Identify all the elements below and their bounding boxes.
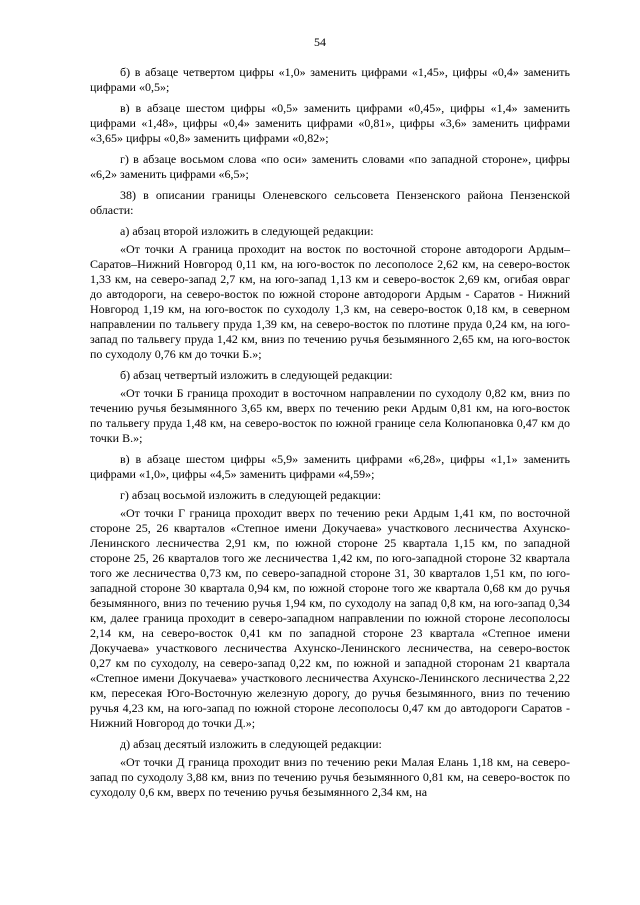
paragraph: «От точки Г граница проходит вверх по течению реки Ардым 1,41 км, по восточной стороне 25, 26 кварталов «Степное имени Докучаева» участкового лесничества Ахунско-Ленинского лесничества 2,91 км, по южной стороне 25 квартала 1,15 км, по западной стороне 25, 26 кварталов того же лесничества 1,42 км, по юго-западной стороне 32 квартала того же лесничества 0,73 км, по северо-западной стороне 31, 30 кварталов 1,51 км, по юго-западной стороне 30 квартала 0,94 км, по южной стороне того же квартала 0,68 км до ручья безымянного, вниз по течению ручья 1,94 км, по суходолу на запад 0,8 км, на юго-запад 0,34 км, далее граница проходит в северо-западном направлении по южной стороне лесополосы 2,14 км, на северо-восток 0,41 км по западной стороне 23 квартала «Степное имени Докучаева» участкового лесничества Ахунско-Ленинского лесничества, на северо-восток 0,27 км по суходолу, на северо-запад 0,22 км, по южной и западной сторонам 21 квартала «Степное имени Докучаева» участкового лесничества Ахунско-Ленинского лесничества 2,22 км, пересекая Юго-Восточную железную дорогу, до ручья безымянного, вниз по течению ручья 4,23 км, на юго-запад по южной стороне лесополосы 0,47 км до автодороги Саратов - Нижний Новгород до точки Д.»; bbox=[90, 506, 570, 730]
page-number: 54 bbox=[314, 35, 326, 49]
paragraph: «От точки Д граница проходит вниз по течению реки Малая Елань 1,18 км, на северо-запад по суходолу 3,88 км, вниз по течению ручья безымянного 0,81 км, на северо-восток по суходолу 0,6 км, вверх по течению ручья безымянного 2,34 км, на bbox=[90, 755, 570, 799]
paragraph: в) в абзаце шестом цифры «0,5» заменить цифрами «0,45», цифры «1,4» заменить цифрами «1,48», цифры «0,4» заменить цифрами «0,81», цифры «3,6» заменить цифрами «3,65» цифры «0,8» заменить цифрами «0,82»; bbox=[90, 101, 570, 145]
paragraph: г) абзац восьмой изложить в следующей редакции: bbox=[120, 488, 382, 502]
paragraph: д) абзац десятый изложить в следующей редакции: bbox=[120, 737, 382, 751]
paragraph: г) в абзаце восьмом слова «по оси» заменить словами «по западной стороне», цифры «6,2» заменить цифрами «6,5»; bbox=[90, 152, 570, 181]
paragraph: «От точки А граница проходит на восток по восточной стороне автодороги Ардым–Саратов–Нижний Новгород 0,11 км, на юго-восток по лесополосе 2,62 км, на северо-восток 1,33 км, на северо-запад 2,7 км, на юго-запад 1,13 км и северо-восток 2,69 км, огибая овраг до автодороги, на северо-восток по южной стороне автодороги Ардым - Саратов - Нижний Новгород 1,19 км, на юго-восток по суходолу 1,3 км, на северо-восток 0,18 км, в северном направлении по тальвегу пруда 1,39 км, на северо-восток по плотине пруда 0,24 км, на юго-запад по тальвегу пруда 1,42 км, вниз по течению ручья безымянного 2,65 км, на юго-восток по суходолу 0,76 км до точки Б.»; bbox=[90, 242, 570, 361]
paragraph: в) в абзаце шестом цифры «5,9» заменить цифрами «6,28», цифры «1,1» заменить цифрами «1,0», цифры «4,5» заменить цифрами «4,59»; bbox=[90, 452, 570, 481]
paragraph: б) абзац четвертый изложить в следующей редакции: bbox=[120, 368, 393, 382]
paragraph: «От точки Б граница проходит в восточном направлении по суходолу 0,82 км, вниз по течению ручья безымянного 3,65 км, вверх по течению реки Ардым 0,81 км, на юго-восток по тальвегу пруда 1,48 км, на северо-восток по южной границе села Колюпановка 0,47 км до точки В.»; bbox=[90, 386, 570, 445]
paragraph: а) абзац второй изложить в следующей редакции: bbox=[120, 224, 374, 238]
paragraph: 38) в описании границы Оленевского сельсовета Пензенского района Пензенской области: bbox=[90, 188, 570, 217]
paragraph: б) в абзаце четвертом цифры «1,0» заменить цифрами «1,45», цифры «0,4» заменить цифрами «0,5»; bbox=[90, 65, 570, 94]
document-body bbox=[90, 65, 570, 803]
